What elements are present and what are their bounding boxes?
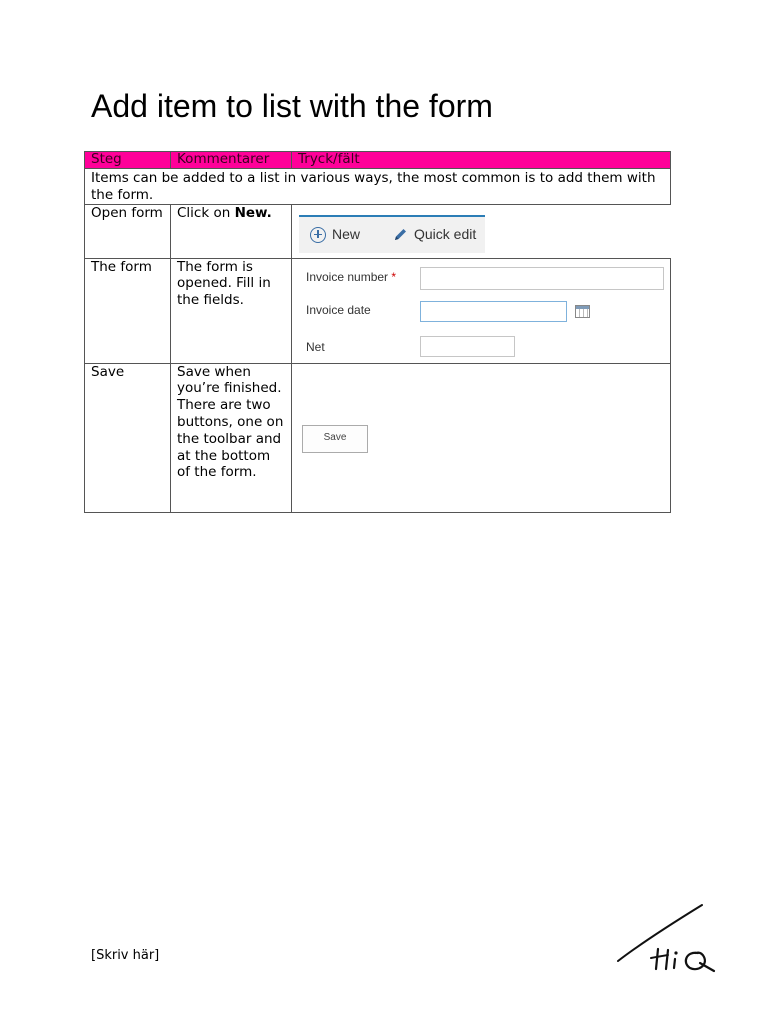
invoice-number-label-text: Invoice number [306, 269, 389, 284]
invoice-date-input[interactable] [420, 301, 567, 322]
invoice-date-label: Invoice date [306, 302, 371, 317]
net-input[interactable] [420, 336, 515, 357]
toolbar-screenshot [292, 204, 671, 258]
footer-placeholder: [Skriv här] [91, 948, 160, 963]
save-screenshot [292, 363, 671, 512]
required-marker: * [391, 269, 397, 284]
intro-row [85, 169, 671, 205]
steps-table [84, 151, 671, 513]
header-cell-kommentarer: Kommentarer [171, 152, 292, 169]
table-row [85, 363, 671, 512]
save-button[interactable]: Save [302, 425, 368, 453]
table-row [85, 258, 671, 363]
new-button-label: New [332, 226, 361, 243]
net-label: Net [306, 339, 325, 354]
calendar-icon[interactable] [575, 305, 590, 318]
intro-text: Items can be added to a list in various ways, the most common is to add them with the form. [85, 169, 671, 205]
comment-cell: Save when you’re finished. There are two buttons, one on the toolbar and at the bottom of the form. [171, 363, 292, 512]
pencil-icon [393, 227, 408, 242]
ribbon-toolbar [299, 215, 485, 253]
plus-circle-icon [310, 227, 326, 243]
table-header-row [85, 152, 671, 169]
form-screenshot [292, 258, 671, 363]
comment-text: Click on [177, 204, 235, 221]
page-title: Add item to list with the form [91, 88, 493, 124]
comment-bold-text: New. [234, 204, 272, 221]
step-cell: Open form [85, 204, 171, 258]
table-row [85, 204, 671, 258]
new-button[interactable] [310, 223, 360, 247]
invoice-number-input[interactable] [420, 267, 664, 290]
step-cell: Save [85, 363, 171, 512]
header-cell-tryck-falt: Tryck/fält [292, 152, 671, 169]
quick-edit-button[interactable] [393, 223, 476, 247]
header-cell-steg: Steg [85, 152, 171, 169]
invoice-number-label [306, 269, 396, 286]
quick-edit-button-label: Quick edit [414, 226, 477, 243]
step-cell: The form [85, 258, 171, 363]
hiq-logo [616, 903, 720, 975]
comment-cell: The form is opened. Fill in the fields. [171, 258, 292, 363]
comment-cell [171, 204, 292, 258]
